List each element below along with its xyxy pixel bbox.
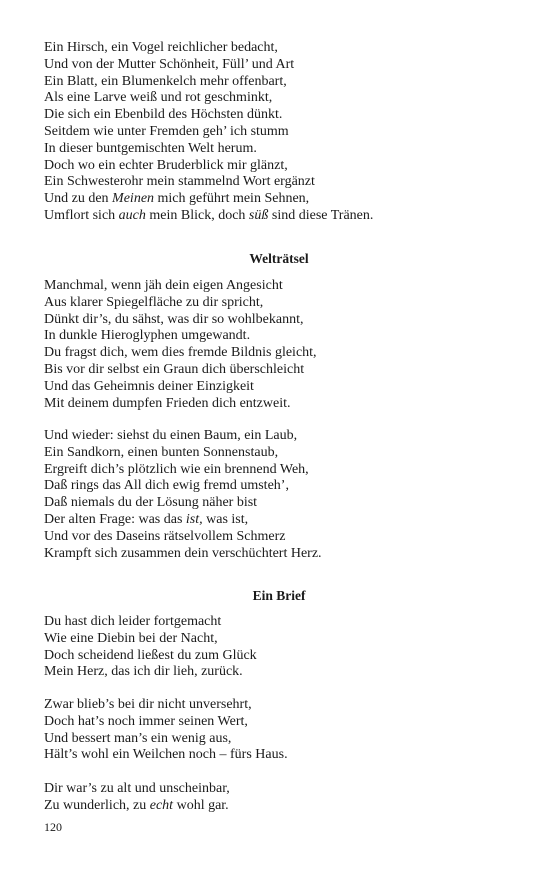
verse-line [44,141,514,158]
line-text: was ist, [202,511,249,527]
verse-line [44,208,514,225]
verse-line [44,124,514,141]
verse-line [44,396,514,413]
stanza-weltraetsel-1 [44,278,514,412]
line-text: Und vor des Daseins rätselvollem Schmerz [44,528,286,544]
verse-line [44,697,514,714]
stanza-brief-3 [44,781,514,815]
line-text: In dieser buntgemischten Welt herum. [44,140,257,156]
line-text: mein Blick, doch [145,207,249,223]
line-text: Seitdem wie unter Fremden geh’ ich stumm [44,123,289,139]
line-text: Die sich ein Ebenbild des Höchsten dünkt. [44,107,283,123]
verse-line [44,445,514,462]
verse-line [44,495,514,512]
verse-line [44,512,514,529]
verse-line [44,40,514,57]
verse-line [44,478,514,495]
line-text: Doch scheidend ließest du zum Glück [44,647,257,663]
verse-line [44,631,514,648]
line-text: Ein Schwesterohr mein stammelnd Wort ergänzt [44,174,315,190]
stanza-brief-2 [44,697,514,764]
verse-line [44,362,514,379]
line-text: sind diese Tränen. [268,207,374,223]
line-text: wohl gar. [173,797,229,813]
verse-line [44,328,514,345]
verse-line [44,664,514,681]
verse-line [44,312,514,329]
verse-line [44,90,514,107]
line-text: mich geführt mein Sehnen, [154,191,310,207]
verse-line [44,191,514,208]
line-text: Und bessert man’s ein wenig aus, [44,730,232,746]
verse-line [44,278,514,295]
line-text: In dunkle Hieroglyphen umgewandt. [44,328,251,344]
line-text: Daß rings das All dich ewig fremd umsteh’, [44,478,289,494]
verse-line [44,295,514,312]
line-text: Ein Sandkorn, einen bunten Sonnenstaub, [44,444,279,460]
line-text: Krampft sich zusammen dein verschüchtert Herz. [44,545,322,561]
line-text: Mein Herz, das ich dir lieh, zurück. [44,664,243,680]
line-text: Ein Blatt, ein Blumenkelch mehr offenbart, [44,73,287,89]
emphasis-text: süß [248,207,269,223]
verse-line [44,107,514,124]
stanza-brief-1 [44,614,514,681]
poem-title-brief: Ein Brief [252,588,306,603]
line-text: Doch hat’s noch immer seinen Wert, [44,713,248,729]
line-text: Zwar blieb’s bei dir nicht unversehrt, [44,697,252,712]
line-text: Der alten Frage: was das [44,511,186,527]
line-text: Bis vor dir selbst ein Graun dich überschleicht [44,361,305,377]
verse-line [44,174,514,191]
line-text: Doch wo ein echter Bruderblick mir glänzt, [44,157,288,173]
verse-line [44,714,514,731]
line-text: Umflort sich [44,207,119,223]
line-text: Und von der Mutter Schönheit, Füll’ und Art [44,56,295,72]
stanza-weltraetsel-2 [44,428,514,562]
poem-title-weltraetsel: Welträtsel [249,251,309,266]
verse-line [44,428,514,445]
line-text: Daß niemals du der Lösung näher bist [44,495,258,511]
line-text: Manchmal, wenn jäh dein eigen Angesicht [44,278,283,293]
page-number: 120 [44,820,62,834]
verse-line [44,57,514,74]
line-text: Als eine Larve weiß und rot geschminkt, [44,90,273,106]
stanza-top [44,40,514,225]
line-text: Dir war’s zu alt und unscheinbar, [44,781,230,796]
verse-line [44,74,514,91]
line-text: Wie eine Diebin bei der Nacht, [44,630,218,646]
verse-line [44,747,514,764]
line-text: Ein Hirsch, ein Vogel reichlicher bedacht, [44,40,278,55]
verse-line [44,781,514,798]
line-text: Ergreift dich’s plötzlich wie ein brennend Weh, [44,461,309,477]
line-text: Du fragst dich, wem dies fremde Bildnis gleicht, [44,345,317,361]
verse-line [44,529,514,546]
verse-line [44,648,514,665]
verse-line [44,158,514,175]
verse-line [44,345,514,362]
line-text: Und das Geheimnis deiner Einzigkeit [44,378,254,394]
line-text: Hält’s wohl ein Weilchen noch – fürs Haus. [44,747,288,763]
verse-line [44,614,514,631]
verse-line [44,731,514,748]
line-text: Dünkt dir’s, du sähst, was dir so wohlbekannt, [44,311,304,327]
emphasis-text: echt [149,797,174,813]
line-text: Und zu den [44,191,113,207]
line-text: Mit deinem dumpfen Frieden dich entzweit. [44,395,291,411]
emphasis-text: ist, [185,511,203,527]
verse-line [44,462,514,479]
verse-line [44,546,514,563]
verse-line [44,798,514,815]
line-text: Aus klarer Spiegelfläche zu dir spricht, [44,294,264,310]
verse-line [44,379,514,396]
emphasis-text: Meinen [112,191,155,207]
emphasis-text: auch [118,207,146,223]
line-text: Und wieder: siehst du einen Baum, ein Laub, [44,428,298,443]
line-text: Zu wunderlich, zu [44,797,150,813]
line-text: Du hast dich leider fortgemacht [44,614,222,629]
